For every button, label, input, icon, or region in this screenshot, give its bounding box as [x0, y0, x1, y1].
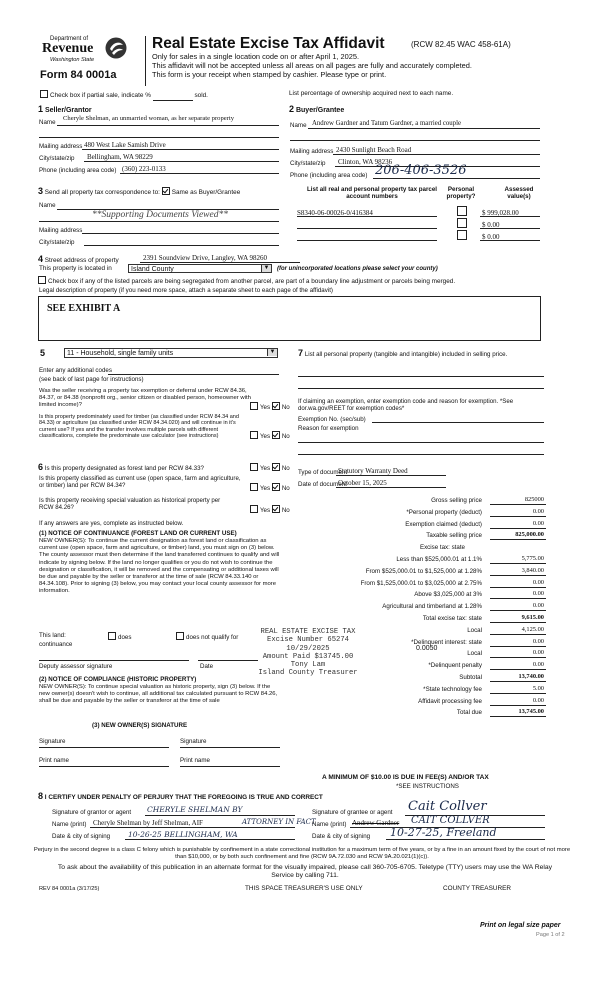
- current-use-yes-label: Yes: [260, 485, 271, 492]
- buyer-mailing-value[interactable]: 2430 Sunlight Beach Road: [336, 146, 412, 154]
- seller-name-value[interactable]: Cheryle Shelman, an unmarried woman, as her separate property: [63, 115, 235, 122]
- street-line: [140, 262, 300, 263]
- calc-row-line: [490, 539, 546, 540]
- grantor-sig-label: Signature of grantor or agent: [52, 809, 132, 816]
- q-timber-no-label: No: [281, 433, 290, 440]
- treasurer-use-only: THIS SPACE TREASURER'S USE ONLY: [245, 885, 363, 892]
- calc-row-value[interactable]: 825,000.00: [515, 531, 544, 539]
- calc-row-value[interactable]: 0.00: [532, 590, 544, 598]
- legal-desc-label: Legal description of property (if you need more space, attach a separate sheet to each page of the affidavit): [39, 287, 333, 294]
- grantor-name-label: Name (print): [52, 821, 87, 828]
- land-use-select[interactable]: [64, 348, 278, 358]
- rev-number: REV 84 0001a (3/17/25): [39, 886, 100, 892]
- buyer-city-value[interactable]: Clinton, WA 98236: [338, 158, 393, 166]
- certify-text: I CERTIFY UNDER PENALTY OF PERJURY THAT THE FOREGOING IS TRUE AND CORRECT: [44, 794, 323, 801]
- seller-name-line: [57, 125, 279, 126]
- unincorp-note: (for unincorporated locations please select your county): [277, 266, 438, 272]
- stamp-line2: Excise Number 65274: [267, 636, 349, 645]
- q-timber-yes-label: Yes: [260, 433, 271, 440]
- calc-row-line: [490, 657, 546, 658]
- forest-answer: [250, 463, 290, 472]
- section3-num: 3: [38, 186, 44, 196]
- grantee-name-value[interactable]: Andrew Gardner: [352, 819, 400, 827]
- calc-row-line: [490, 575, 546, 576]
- calc-row-line: [490, 528, 546, 529]
- dept-line1: Department of: [50, 36, 89, 42]
- personal-checkbox-2[interactable]: [457, 218, 469, 229]
- chevron-down-icon: ▼: [267, 349, 277, 356]
- owner-print2-line[interactable]: [180, 766, 280, 767]
- buyer-name-value[interactable]: Andrew Gardner and Tatum Gardner, a married couple: [312, 120, 461, 127]
- grantor-name-line: [90, 827, 295, 828]
- calc-row-line: [490, 504, 546, 505]
- q-timber-text: Is this property predominately used for timber (as classified under RCW 84.34 and 84.33) or agriculture (as classified under RCW 84.34.020) and will continue in it's current use? If yes and the transfer involves multiple parcels with different classifications, complete the predominate use calculator (see instructions): [39, 414, 239, 440]
- buyer-name-label: Name: [290, 122, 307, 129]
- treasurer-stamp: [233, 628, 383, 678]
- assessed-value-2[interactable]: $ 0.00: [482, 221, 500, 229]
- owner-sig1-line[interactable]: [39, 747, 169, 748]
- owner-sig2-label: Signature: [180, 738, 207, 745]
- calc-row-line: [490, 622, 546, 623]
- calc-row-label: *Delinquent penalty: [428, 662, 482, 670]
- seller-name-label: Name: [39, 119, 56, 126]
- section6-q1: [38, 462, 204, 473]
- assessed-value-1[interactable]: $ 999,028.00: [482, 209, 519, 217]
- forest-question: Is this property designated as forest land per RCW 84.33?: [44, 465, 204, 472]
- grantee-sig-value[interactable]: Cait Collver: [408, 799, 487, 814]
- assessed-line-3: [480, 240, 540, 241]
- grantor-name-value[interactable]: Cheryle Shelman by Jeff Shelman, AIF: [93, 819, 203, 827]
- land-does-not: [176, 632, 238, 641]
- land-does: [108, 632, 131, 641]
- land-does-checkbox[interactable]: [108, 632, 116, 640]
- land-use-select-value: 11 - Household, single family units: [67, 350, 174, 357]
- doc-type-line: [336, 475, 446, 476]
- calc-row-label: Subtotal: [459, 674, 482, 681]
- same-as-buyer-checkbox[interactable]: [162, 187, 170, 195]
- personal-col-header: Personal property?: [446, 186, 476, 201]
- stamp-line4: Amount Paid $13745.00: [262, 652, 354, 661]
- historic-question: Is this property receiving special valuation as historical property per RCW 84.26?: [39, 497, 221, 512]
- doc-type-label: Type of document: [298, 469, 348, 476]
- calc-row-value[interactable]: 13,745.00: [518, 708, 544, 716]
- calc-row-label: *State technology fee: [423, 685, 482, 693]
- owner-print2-label: Print name: [180, 757, 210, 764]
- seller-num: 1: [38, 104, 44, 114]
- section7-label: List all personal property (tangible and intangible) included in selling price.: [304, 351, 508, 358]
- stamp-line3: 10/29/2025: [286, 644, 330, 653]
- seller-extra-line: [39, 137, 279, 138]
- calc-row-line: [490, 705, 546, 706]
- section6-note: If any answers are yes, complete as instructed below.: [39, 520, 184, 527]
- calc-row-label: Total excise tax: state: [422, 615, 482, 622]
- print-legal-note: Print on legal size paper: [480, 922, 561, 929]
- calc-row-label: Total due: [456, 709, 482, 717]
- grantee-date-line: [386, 839, 545, 840]
- segregated-row: [38, 276, 455, 286]
- calc-row-label: Exemption claimed (deduct): [405, 520, 482, 528]
- buyer-heading-text: Buyer/Grantee: [295, 107, 345, 114]
- dept-line2: Revenue: [42, 41, 94, 56]
- land-does-not-label: does not qualify for: [186, 634, 239, 641]
- calc-row-line: [490, 681, 546, 682]
- notice1-text: NEW OWNER(S): To continue the current designation as forest land or classification as current use (open space, farm and agriculture, or timber) land, you must sign on (3) below. The county assessor must then determine if the land transferred continues to qualify and will indicate by signing below. If the land no longer qualifies or you do not wish to continue the designation or classification, it will be removed and the compensating or additional taxes will be due and payable by the seller or transferor at the time of sale (RCW 84.33.140 or 84.34.108). Prior to signing (3) below, you may contact your local county assessor for more information.: [39, 538, 280, 595]
- exemption-no-line[interactable]: [372, 422, 544, 423]
- exemption-reason-line-2[interactable]: [298, 454, 544, 455]
- current-use-no-label: No: [281, 485, 290, 492]
- exemption-reason-line-1[interactable]: [298, 442, 544, 443]
- header-sub1: Only for sales in a single location code on or after April 1, 2025.: [152, 52, 360, 61]
- calc-row-label: Excise tax: state: [419, 544, 465, 552]
- section8-num: 8: [38, 791, 44, 801]
- q-timber-no[interactable]: [272, 431, 280, 439]
- legal-description-value: SEE EXHIBIT A: [47, 303, 121, 314]
- current-use-no[interactable]: [272, 483, 280, 491]
- calc-row-label: Above $3,025,000 at 3%: [414, 591, 482, 599]
- section3-extra-line: [39, 221, 279, 222]
- street-label: Street address of property: [44, 257, 119, 264]
- section7-heading: [298, 348, 546, 359]
- section3-heading: [38, 186, 240, 197]
- doc-type-value[interactable]: Statutory Warranty Deed: [338, 467, 408, 475]
- grantee-name-label: Name (print): [312, 821, 347, 828]
- page-title: Real Estate Excise Tax Affidavit: [152, 35, 385, 52]
- partial-percent-input[interactable]: [153, 92, 193, 101]
- local-rate: 0.0050: [416, 645, 438, 652]
- q-timber-yes[interactable]: [250, 431, 258, 439]
- calc-row-value[interactable]: 0.00: [532, 649, 544, 657]
- buyer-city-label: City/state/zip: [290, 160, 326, 167]
- owner-print1-label: Print name: [39, 757, 69, 764]
- calc-row-label: Gross selling price: [431, 497, 482, 504]
- forest-no[interactable]: [272, 463, 280, 471]
- section7-num: 7: [298, 348, 304, 358]
- page-number: Page 1 of 2: [536, 932, 565, 938]
- q-exemption-no-label: No: [281, 404, 290, 411]
- calc-row-value[interactable]: 5.00: [532, 684, 544, 692]
- calc-row-line: [490, 693, 546, 694]
- section3-city-label: City/state/zip: [39, 239, 75, 246]
- seller-heading-text: Seller/Grantor: [44, 107, 92, 114]
- assessed-value-3[interactable]: $ 0.00: [482, 233, 500, 241]
- section3-city-line: [84, 245, 279, 246]
- seller-mailing-value[interactable]: 480 West Lake Samish Drive: [84, 141, 166, 149]
- calc-row-label: Affidavit processing fee: [418, 697, 482, 705]
- stamp-line1: REAL ESTATE EXCISE TAX: [260, 628, 356, 636]
- historic-yes-label: Yes: [260, 507, 271, 514]
- stamp-line5: Tony Lam: [290, 661, 326, 670]
- calc-row-label: Local: [467, 650, 482, 658]
- calc-row-line: [490, 634, 546, 635]
- seller-heading: [38, 104, 92, 115]
- seller-city-label: City/state/zip: [39, 155, 75, 162]
- buyer-phone-value[interactable]: 206-406-3526: [375, 163, 467, 178]
- historic-no[interactable]: [272, 505, 280, 513]
- additional-codes-note: (see back of last page for instructions): [39, 376, 144, 383]
- q-exemption-text: Was the seller receiving a property tax exemption or deferral under RCW 84.36, 84.37, or 84.38 (nonprofit org., senior citizen or disabled person, homeowner with limited income)?: [39, 388, 251, 409]
- calc-row-value[interactable]: 9,615.00: [521, 614, 544, 621]
- calc-row-value[interactable]: 0.00: [532, 519, 544, 527]
- calc-row-value[interactable]: 0.00: [532, 637, 544, 645]
- seller-phone-label: Phone (including area code): [39, 167, 117, 174]
- buyer-mailing-label: Mailing address: [290, 148, 334, 155]
- minimum-fee-note: A MINIMUM OF $10.00 IS DUE IN FEE(S) AND/OR TAX: [322, 774, 489, 781]
- grantor-name-extra: ATTORNEY IN FACT: [242, 818, 316, 826]
- seller-city-line: [84, 161, 279, 162]
- personal-checkbox-1[interactable]: [457, 206, 469, 217]
- personal-checkbox-3[interactable]: [457, 230, 469, 241]
- partial-sale-label: Check box if partial sale, indicate %: [50, 92, 151, 99]
- section5-num: 5: [40, 348, 46, 358]
- perjury-notice: [32, 847, 572, 861]
- notice3-title: (3) NEW OWNER(S) SIGNATURE: [92, 722, 188, 729]
- additional-codes-line: [108, 374, 279, 375]
- owner-print1-line[interactable]: [39, 766, 169, 767]
- buyer-name-line: [308, 128, 540, 129]
- parcel-line-2: [297, 228, 437, 229]
- doc-date-value[interactable]: October 15, 2025: [338, 479, 387, 487]
- personal-property-line-1[interactable]: [298, 376, 544, 377]
- calc-row-line: [490, 563, 546, 564]
- ownership-note: List percentage of ownership acquired next to each name.: [289, 90, 454, 97]
- header-sub2: This affidavit will not be accepted unless all areas on all pages are fully and accurately completed.: [152, 61, 472, 70]
- calc-row-value[interactable]: 5,775.00: [521, 555, 544, 562]
- partial-sale-row: [40, 90, 208, 101]
- grantor-date-line: [125, 839, 295, 840]
- additional-codes-label: Enter any additional codes: [39, 367, 112, 374]
- header-sub3-text: This form is your receipt when stamped by cashier. Please type or print.: [152, 70, 387, 79]
- notice2-title: (2) NOTICE OF COMPLIANCE (HISTORIC PROPERTY): [39, 676, 197, 683]
- section3-name-label: Name: [39, 202, 56, 209]
- grantee-date-label: Date & city of signing: [312, 833, 371, 840]
- header-sub3: [152, 71, 386, 80]
- calc-row-value[interactable]: 0.00: [532, 696, 544, 704]
- dept-line3: Washington State: [50, 57, 95, 63]
- calc-row-label: From $1,525,000.01 to $3,025,000 at 2.75%: [360, 579, 482, 587]
- segregated-checkbox[interactable]: [38, 276, 46, 284]
- doc-date-line: [336, 487, 446, 488]
- current-use-answer: [250, 483, 290, 492]
- calc-row-line: [490, 587, 546, 588]
- seller-phone-value[interactable]: (360) 223-0133: [122, 165, 166, 173]
- forest-yes[interactable]: [250, 463, 258, 471]
- header-divider: [145, 36, 146, 86]
- q-timber-answer: [250, 431, 290, 440]
- exemption-no-label: Exemption No. (sec/sub): [298, 416, 366, 423]
- section6-num: 6: [38, 462, 44, 472]
- calc-row-value[interactable]: 3,840.00: [521, 566, 544, 574]
- notice1-title: (1) NOTICE OF CONTINUANCE (FOREST LAND OR CURRENT USE): [39, 530, 237, 537]
- current-use-yes[interactable]: [250, 483, 258, 491]
- calc-row-label: *Delinquent interest: state: [411, 638, 482, 646]
- partial-sale-checkbox[interactable]: [40, 90, 48, 98]
- grantor-sig-line: [145, 815, 295, 816]
- assessor-date-label: Date: [200, 663, 214, 670]
- certify-row: [38, 791, 323, 802]
- located-label: This property is located in: [39, 265, 112, 272]
- chevron-down-icon: ▼: [261, 265, 271, 272]
- partial-sold-label: sold.: [194, 92, 208, 99]
- buyer-num: 2: [289, 104, 295, 114]
- calc-row-line: [490, 646, 546, 647]
- section3-mailing-label: Mailing address: [39, 227, 83, 234]
- forest-yes-label: Yes: [260, 465, 271, 472]
- calc-row-line: [490, 610, 546, 611]
- see-instructions-note: *SEE INSTRUCTIONS: [396, 783, 459, 790]
- form-number: Form 84 0001a: [40, 69, 117, 81]
- historic-yes[interactable]: [250, 505, 258, 513]
- section3-label: Send all property tax correspondence to:: [44, 189, 160, 196]
- calc-row-value[interactable]: 4,125.00: [521, 625, 544, 633]
- perjury-text: Perjury in the second degree is a class C felony which is punishable by confinement in a state correctional institution for a maximum term of five years, or by a fine in an amount fixed by the court of not more than $10,000, or by both such confinement and fine (RCW 9A.72.030 and RCW 9A.20.021(1)(c)).: [33, 847, 571, 861]
- calc-row-value[interactable]: 13,740.00: [518, 673, 544, 680]
- calc-row-value[interactable]: 0.00: [532, 602, 544, 610]
- grantee-date-value[interactable]: 10-27-25, Freeland: [390, 826, 497, 839]
- notice2-text: NEW OWNER(S): To continue special valuation as historic property, sign (3) below. If the new owner(s) doesn't wish to continue, all additional tax calculated pursuant to RCW 84.26, shall be due and payable by the seller or transferor at the time of sale: [39, 684, 278, 705]
- section3-mailing-line: [82, 233, 279, 234]
- grantee-name-extra: CAIT COLLVER: [411, 815, 490, 826]
- calc-row-value[interactable]: 0.00: [532, 578, 544, 586]
- exemption-text: If claiming an exemption, enter exemption code and reason for exemption. *See dor.wa.gov/REET for exemption codes*: [298, 398, 514, 413]
- county-select-value: Island County: [131, 266, 174, 273]
- personal-property-line-2[interactable]: [298, 388, 544, 389]
- calc-row-label: Taxable selling price: [426, 532, 482, 540]
- parcel-line-1: [297, 216, 437, 217]
- buyer-extra-line: [290, 140, 540, 141]
- buyer-mailing-line: [333, 154, 540, 155]
- q-exemption-yes-label: Yes: [260, 404, 271, 411]
- street-value[interactable]: 2391 Soundview Drive, Langley, WA 98260: [143, 254, 268, 262]
- owner-sig2-line[interactable]: [180, 747, 280, 748]
- grantor-date-label: Date & city of signing: [52, 833, 111, 840]
- owner-sig1-label: Signature: [39, 738, 66, 745]
- assessor-sig-label: Deputy assessor signature: [39, 663, 113, 670]
- buyer-phone-line: [373, 178, 540, 179]
- calc-row-label: From $525,000.01 to $1,525,000 at 1.28%: [365, 567, 482, 575]
- land-does-label: does: [118, 634, 132, 641]
- grantee-sig-label: Signature of grantee or agent: [312, 809, 393, 816]
- calc-row-value[interactable]: 0.00: [532, 661, 544, 669]
- legal-description-box[interactable]: [38, 296, 541, 341]
- q-exemption-no[interactable]: [272, 402, 280, 410]
- historic-no-label: No: [281, 507, 290, 514]
- calc-row-label: Agricultural and timberland at 1.28%: [382, 603, 482, 611]
- segregated-label: Check box if any of the listed parcels are being segregated from another parcel, are part of a boundary line adjustment or parcels being merged.: [48, 278, 456, 285]
- calc-row-label: Local: [467, 626, 482, 634]
- calc-row-value[interactable]: 825000: [524, 496, 544, 503]
- land-does-not-checkbox[interactable]: [176, 632, 184, 640]
- seller-city-value[interactable]: Bellingham, WA 98229: [87, 153, 153, 161]
- buyer-phone-label: Phone (including area code): [290, 172, 368, 179]
- assessor-sig-line: [39, 660, 189, 661]
- seller-phone-line: [120, 173, 279, 174]
- same-as-buyer-label: Same as Buyer/Grantee: [171, 189, 241, 196]
- q-exemption-yes[interactable]: [250, 402, 258, 410]
- grantor-sig-value[interactable]: CHERYLE SHELMAN BY: [147, 805, 243, 814]
- parcel-col-header: List all real and personal property tax parcel account numbers: [307, 186, 437, 201]
- seller-mailing-line: [82, 149, 279, 150]
- calc-row-label: Less than $525,000.01 at 1.1%: [396, 556, 482, 563]
- assessed-col-header: Assessed value(s): [504, 186, 534, 201]
- calc-row-value[interactable]: 0.00: [532, 507, 544, 515]
- parcel-row-1[interactable]: S8340-06-00026-0/416384: [297, 209, 373, 217]
- exemption-reason-label: Reason for exemption: [298, 425, 359, 432]
- rcw-reference: (RCW 82.45 WAC 458-61A): [411, 40, 511, 49]
- calc-row-label: *Personal property (deduct): [406, 508, 482, 516]
- buyer-heading: [289, 104, 344, 115]
- forest-no-label: No: [281, 465, 290, 472]
- section4-num: 4: [38, 254, 44, 264]
- street-address-row: [38, 254, 119, 265]
- assessed-line-1: [480, 216, 540, 217]
- continuance-label: continuance: [39, 641, 73, 648]
- this-land-label: This land:: [39, 632, 66, 639]
- calc-row-line: [490, 598, 546, 599]
- parcel-line-3: [297, 240, 437, 241]
- stamp-line6: Island County Treasurer: [258, 669, 358, 678]
- county-treasurer-label: COUNTY TREASURER: [443, 885, 511, 892]
- wa-logo-icon: [104, 36, 128, 60]
- historic-answer: [250, 505, 290, 514]
- q-exemption-answer: [250, 402, 290, 411]
- alt-format-notice: To ask about the availability of this publication in an alternate format for the visually impaired, please call 360-705-6705. Teletype (TTY) users may use the WA Relay Service by calling 711.: [57, 864, 553, 879]
- doc-date-label: Date of document: [298, 481, 347, 488]
- grantor-date-value[interactable]: 10-26-25 BELLINGHAM, WA: [128, 830, 238, 839]
- seller-mailing-label: Mailing address: [39, 143, 83, 150]
- calc-row-line: [490, 669, 546, 670]
- county-select[interactable]: [128, 264, 272, 273]
- calc-row-line: [490, 716, 546, 717]
- current-use-question: Is this property classified as current use (open space, farm and agriculture, or timber) land per RCW 84.34?: [39, 475, 241, 490]
- assessed-line-2: [480, 228, 540, 229]
- calc-row-line: [490, 516, 546, 517]
- supporting-docs-watermark: **Supporting Documents Viewed**: [92, 210, 228, 220]
